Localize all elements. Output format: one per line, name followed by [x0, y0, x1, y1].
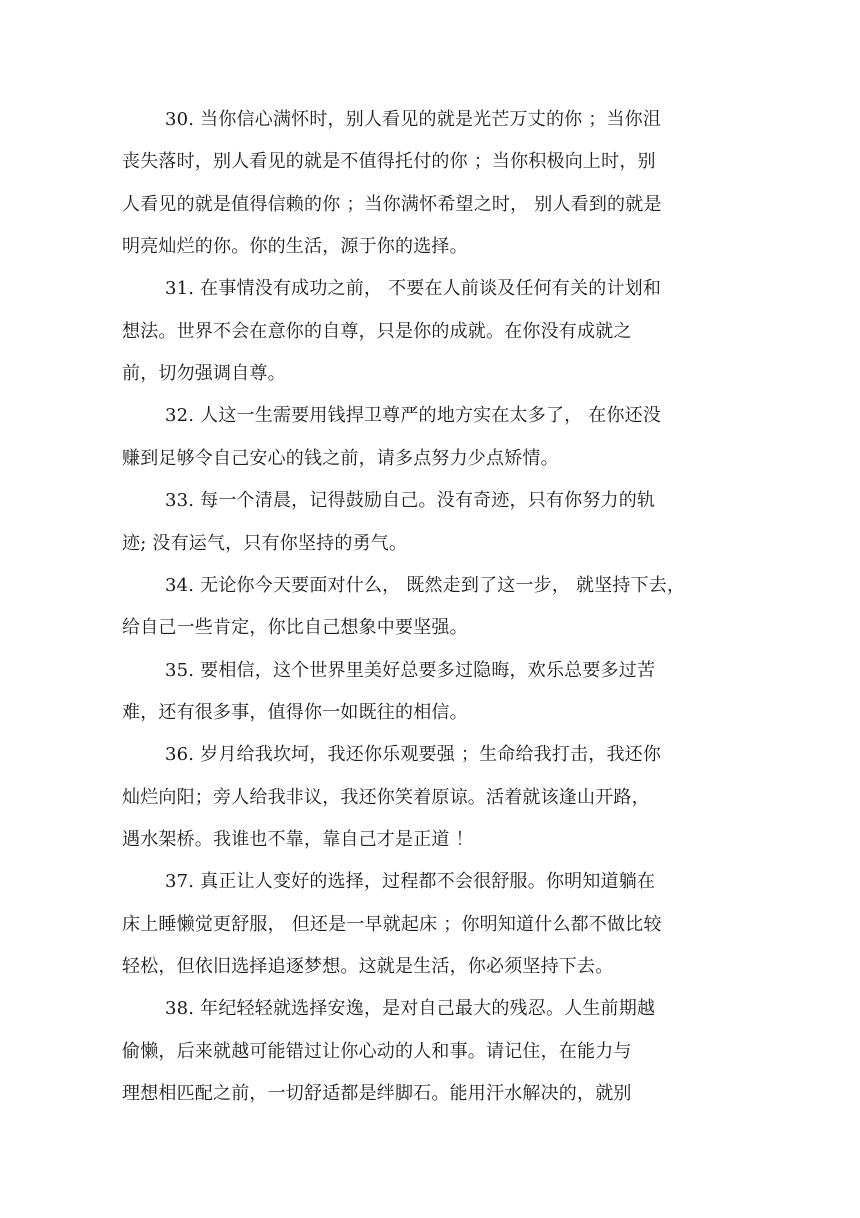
- text-line: 31. 在事情没有成功之前， 不要在人前谈及任何有关的计划和: [165, 278, 662, 299]
- text-line: 34. 无论你今天要面对什么， 既然走到了这一步， 就坚持下去，: [165, 575, 686, 596]
- text-line: 赚到足够令自己安心的钱之前，请多点努力少点矫情。: [122, 448, 559, 469]
- text-line: 38. 年纪轻轻就选择安逸，是对自己最大的残忍。人生前期越: [165, 998, 656, 1019]
- text-line: 轻松，但依旧选择追逐梦想。这就是生活，你必须坚持下去。: [122, 956, 614, 977]
- text-line: 人看见的就是值得信赖的你 ；当你满怀希望之时， 别人看到的就是: [122, 194, 662, 215]
- text-line: 37. 真正让人变好的选择，过程都不会很舒服。你明知道躺在: [165, 871, 656, 892]
- text-line: 迹; 没有运气，只有你坚持的勇气。: [122, 533, 408, 554]
- text-line: 偷懒，后来就越可能错过让你心动的人和事。请记住，在能力与: [122, 1041, 632, 1062]
- text-line: 想法。世界不会在意你的自尊，只是你的成就。在你没有成就之: [122, 321, 632, 342]
- text-line: 床上睡懒觉更舒服， 但还是一早就起床 ；你明知道什么都不做比较: [122, 914, 662, 935]
- text-line: 丧失落时，别人看见的就是不值得托付的你 ；当你积极向上时，别: [122, 151, 656, 172]
- text-line: 32. 人这一生需要用钱捍卫尊严的地方实在太多了， 在你还没: [165, 405, 662, 426]
- text-line: 36. 岁月给我坎坷，我还你乐观要强 ；生命给我打击，我还你: [165, 744, 662, 765]
- text-line: 理想相匹配之前，一切舒适都是绊脚石。能用汗水解决的，就别: [122, 1083, 632, 1104]
- text-line: 前，切勿强调自尊。: [122, 363, 286, 384]
- text-line: 难，还有很多事，值得你一如既往的相信。: [122, 702, 468, 723]
- text-line: 35. 要相信，这个世界里美好总要多过隐晦，欢乐总要多过苦: [165, 660, 656, 681]
- text-line: 明亮灿烂的你。你的生活，源于你的选择。: [122, 236, 468, 257]
- text-line: 给自己一些肯定，你比自己想象中要坚强。: [122, 617, 468, 638]
- text-line: 灿烂向阳；旁人给我非议，我还你笑着原谅。活着就该逢山开路，: [122, 787, 650, 808]
- text-line: 33. 每一个清晨，记得鼓励自己。没有奇迹，只有你努力的轨: [165, 490, 656, 511]
- text-line: 遇水架桥。我谁也不靠，靠自己才是正道 ！: [122, 829, 474, 850]
- text-line: 30. 当你信心满怀时，别人看见的就是光芒万丈的你 ；当你沮: [165, 109, 662, 130]
